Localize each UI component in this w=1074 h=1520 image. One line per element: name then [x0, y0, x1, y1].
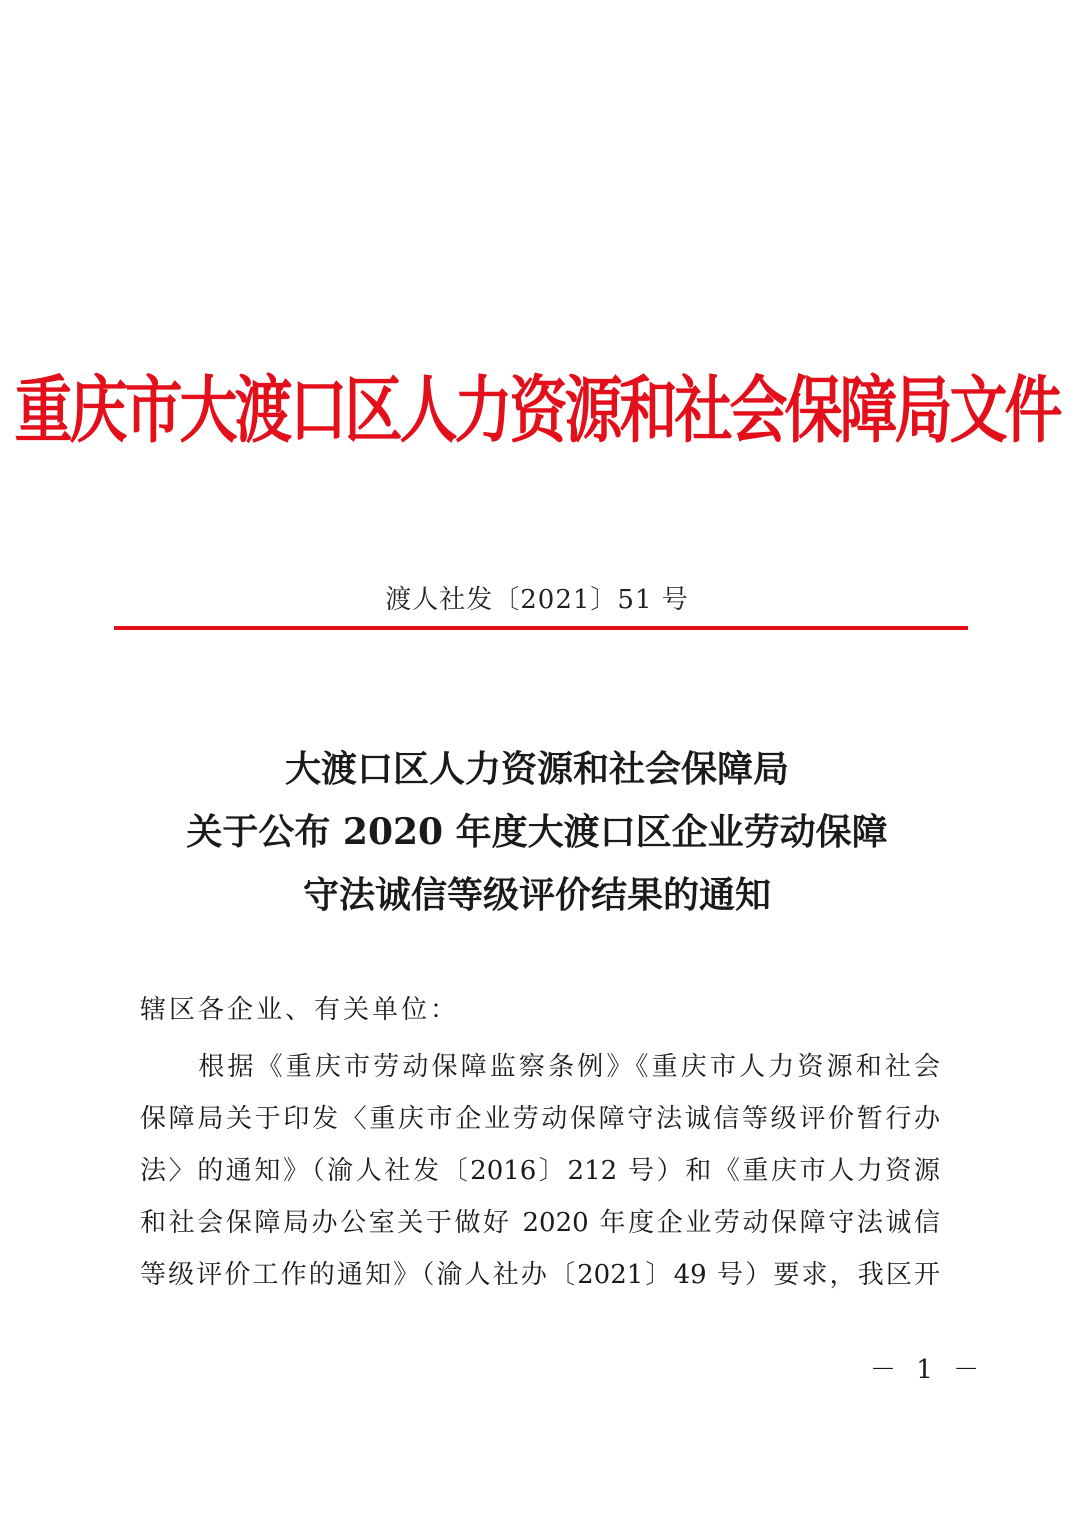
document-header-title: 重庆市大渡口区人力资源和社会保障局文件 [14, 368, 1060, 453]
body-line-2: 保障局关于印发〈重庆市企业劳动保障守法诚信等级评价暂行办 [140, 1104, 940, 1134]
page-number: － 1 － [870, 1355, 986, 1385]
body-line-3: 法〉的通知》（渝人社发〔2016〕212 号）和《重庆市人力资源 [140, 1156, 940, 1186]
notice-title-line-2: 关于公布 2020 年度大渡口区企业劳动保障 [186, 811, 888, 853]
notice-title-line-1: 大渡口区人力资源和社会保障局 [284, 748, 789, 790]
red-separator-rule [114, 626, 968, 630]
salutation: 辖区各企业、有关单位： [140, 995, 460, 1025]
body-line-4: 和社会保障局办公室关于做好 2020 年度企业劳动保障守法诚信 [140, 1208, 940, 1238]
notice-title [0, 738, 1074, 927]
body-line-5: 等级评价工作的通知》（渝人社办〔2021〕49 号）要求，我区开 [140, 1260, 940, 1290]
notice-title-line-3: 守法诚信等级评价结果的通知 [302, 874, 771, 916]
body-line-1: 根据《重庆市劳动保障监察条例》《重庆市人力资源和社会 [140, 1052, 940, 1082]
document-number: 渡人社发〔2021〕51 号 [385, 585, 689, 615]
body-paragraph [140, 1041, 940, 1301]
